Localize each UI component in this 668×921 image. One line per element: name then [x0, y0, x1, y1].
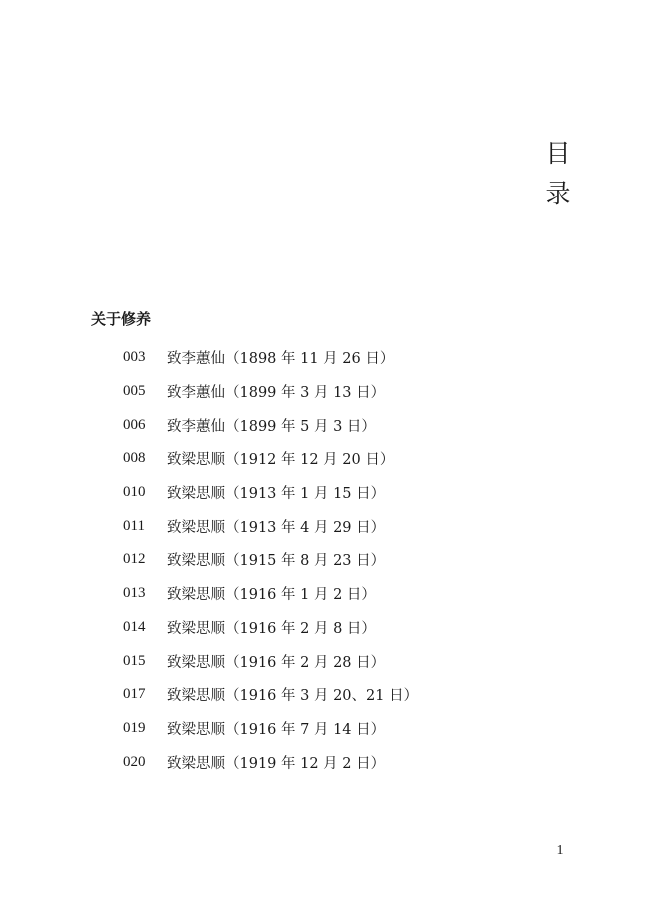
toc-entry[interactable] — [123, 644, 418, 678]
page-title-char: 录 — [545, 179, 571, 208]
toc-page-number: 008 — [123, 450, 146, 467]
toc-entry[interactable] — [123, 341, 418, 375]
toc-entry-title: 致梁思顺（1912 年 12 月 20 日） — [167, 452, 395, 469]
toc-entry-title: 致梁思顺（1916 年 1 月 2 日） — [167, 587, 376, 604]
toc-entry[interactable] — [123, 712, 418, 746]
toc-entry-title: 致梁思顺（1919 年 12 月 2 日） — [167, 755, 386, 772]
toc-entry-title: 致梁思顺（1913 年 1 月 15 日） — [167, 486, 386, 503]
toc-list — [123, 341, 418, 779]
toc-entry[interactable] — [123, 408, 418, 442]
toc-entry[interactable] — [123, 442, 418, 476]
toc-page-number: 006 — [123, 416, 146, 433]
toc-entry[interactable] — [123, 577, 418, 611]
toc-page-number: 013 — [123, 585, 146, 602]
page-title-char: 目 — [545, 139, 571, 168]
toc-page-number: 012 — [123, 551, 146, 568]
page-title — [538, 134, 578, 214]
toc-entry[interactable] — [123, 476, 418, 510]
toc-entry[interactable] — [123, 543, 418, 577]
toc-entry-title: 致梁思顺（1916 年 3 月 20、21 日） — [167, 688, 419, 705]
toc-page-number: 014 — [123, 618, 146, 635]
toc-entry-title: 致李蕙仙（1899 年 3 月 13 日） — [167, 385, 386, 402]
toc-entry-title: 致梁思顺（1913 年 4 月 29 日） — [167, 519, 386, 536]
toc-page-number: 005 — [123, 383, 146, 400]
toc-page-number: 017 — [123, 686, 146, 703]
toc-page-number: 015 — [123, 652, 146, 669]
toc-entry-title: 致梁思顺（1916 年 2 月 8 日） — [167, 620, 376, 637]
toc-entry-title: 致梁思顺（1915 年 8 月 23 日） — [167, 553, 386, 570]
toc-entry-title: 致梁思顺（1916 年 7 月 14 日） — [167, 721, 386, 738]
section-heading: 关于修养 — [91, 310, 152, 328]
toc-entry-title: 致梁思顺（1916 年 2 月 28 日） — [167, 654, 386, 671]
toc-entry-title: 致李蕙仙（1898 年 11 月 26 日） — [167, 351, 395, 368]
toc-page-number: 003 — [123, 349, 146, 366]
toc-entry[interactable] — [123, 375, 418, 409]
toc-entry[interactable] — [123, 509, 418, 543]
toc-entry[interactable] — [123, 745, 418, 779]
toc-entry-title: 致李蕙仙（1899 年 5 月 3 日） — [167, 418, 376, 435]
toc-page-number: 019 — [123, 719, 146, 736]
toc-page-number: 010 — [123, 484, 146, 501]
toc-page-number: 020 — [123, 753, 146, 770]
toc-entry[interactable] — [123, 678, 418, 712]
page-number: 1 — [556, 843, 564, 858]
toc-page-number: 011 — [123, 517, 145, 534]
toc-entry[interactable] — [123, 611, 418, 645]
